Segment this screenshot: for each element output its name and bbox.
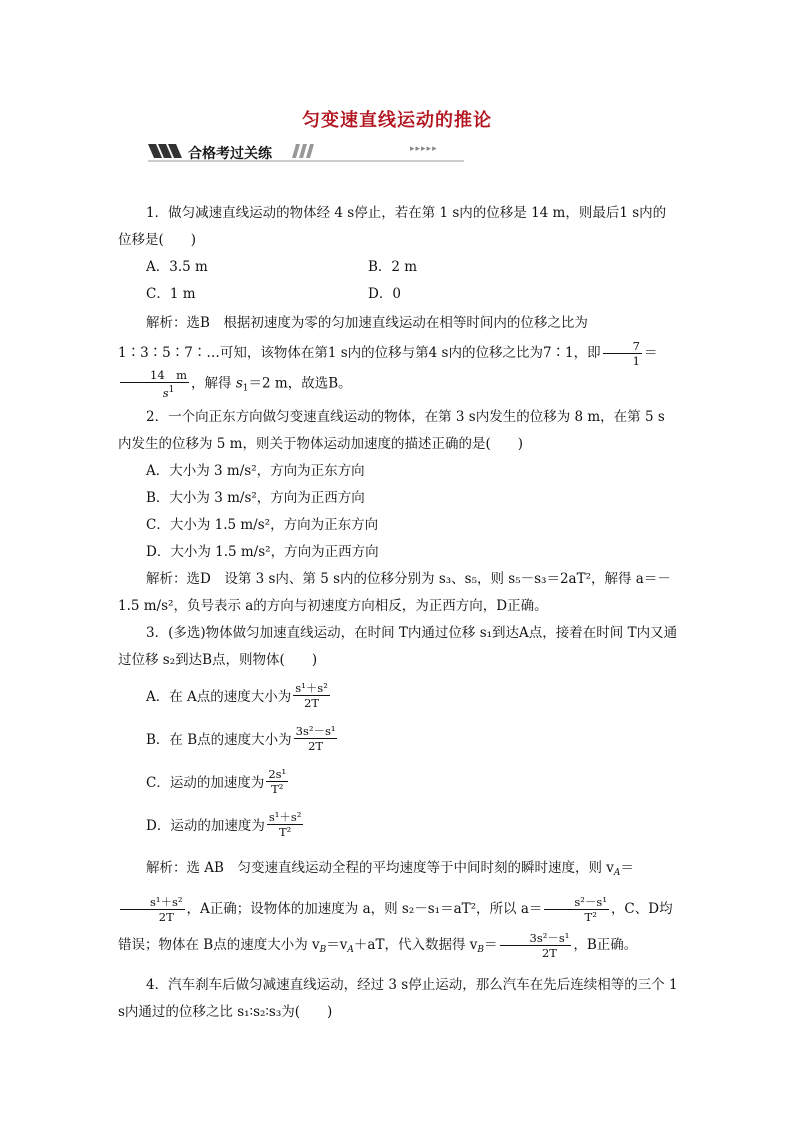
q4-stem: 4．汽车刹车后做匀减速直线运动，经过 3 s停止运动，那么汽车在先后连续相等的三个 1 s内通过的位移之比 s₁∶s₂∶s₃为( ) xyxy=(118,976,678,1020)
q2-option-c: C．大小为 1.5 m/s²，方向为正东方向 xyxy=(146,516,379,533)
q1-options-row1 xyxy=(118,254,678,281)
q2-stem: 2．一个向正东方向做匀变速直线运动的物体，在第 3 s内发生的位移为 8 m，在第 5 s内发生的位移为 5 m，则关于物体运动加速度的描述正确的是( ) xyxy=(118,408,665,452)
page-title: 匀变速直线运动的推论 xyxy=(302,110,492,131)
q1-option-a: A．3.5 m xyxy=(146,259,208,275)
q1-option-b: B．2 m xyxy=(368,259,418,275)
q3-option-b: B．在 B点的速度大小为 $\frac{\text{3s²－s¹}}{2T}$ xyxy=(146,723,336,753)
banner-label: 合格考过关练 xyxy=(188,146,272,162)
q1-option-d: D．0 xyxy=(368,286,401,302)
q2-option-d: D．大小为 1.5 m/s²，方向为正西方向 xyxy=(146,543,379,560)
document-body xyxy=(118,200,678,1026)
q3-option-a: A．在 A点的速度大小为 $\frac{\text{s¹＋s²}}{2T}$ xyxy=(146,680,328,710)
q1-analysis-text: 解析：选B 根据初速度为零的匀加速直线运动在相等时间内的位移之比为 1∶3∶5∶7∶…可知，该物体在第1 s内的位移与第4 s内的位移之比为7∶1，即 xyxy=(118,315,601,361)
q3-analysis: 解析：选 AB 匀变速直线运动全程的平均速度等于中间时刻的瞬时速度，则 $v_A=$ $\frac{\text{s¹＋s²}}{2T}$ ，A正确；设物体的加速度为 a，则 s₂－s₁＝aT²，所以 a＝ $\frac{\text{s²－s¹}}{\text{T²}}$ ，C、D均错误；物体在 B点的速度大小为 $v_B=v_A+aT$，代入数据得 $v_B=$ $\frac{\text{3s²－s¹}}{2T}$ ，B正确。 xyxy=(118,859,673,960)
q1-analysis-eq: ＝ xyxy=(643,345,658,361)
q1-analysis: 解析：选B 根据初速度为零的匀加速直线运动在相等时间内的位移之比为 1∶3∶5∶7∶…可知，该物体在第1 s内的位移与第4 s内的位移之比为7∶1，即 $\frac{7}{1}$ ＝ $\frac{14 m}{s^1}$ ，解得 $s_1=2$ m，故选B。 xyxy=(118,315,658,400)
q3-option-c: C．运动的加速度为 $\frac{\text{2s¹}}{\text{T²}}$ xyxy=(146,766,287,796)
q2-option-b: B．大小为 3 m/s²，方向为正西方向 xyxy=(146,489,365,506)
banner-arrows-icon: ▸▸▸▸▸ xyxy=(410,144,438,154)
section-banner xyxy=(148,140,464,164)
q1-frac-ratio: $\frac{7}{1}$ xyxy=(603,339,642,368)
q2-analysis: 解析：选D 设第 3 s内、第 5 s内的位移分别为 s₃、s₅，则 s₅－s₃＝2aT²，解得 a＝－1.5 m/s²，负号表示 a的方向与初速度方向相反，为正西方向，D正确。 xyxy=(118,570,671,614)
q2-option-a: A．大小为 3 m/s²，方向为正东方向 xyxy=(146,462,365,479)
q3-option-d: D．运动的加速度为 $\frac{\text{s¹＋s²}}{\text{T²}}$ xyxy=(146,809,302,839)
q3-stem: 3．(多选)物体做匀加速直线运动，在时间 T内通过位移 s₁到达A点，接着在时间 T内又通过位移 s₂到达B点，则物体( ) xyxy=(118,624,678,668)
q1-frac-displacement: $\frac{14 m}{s^1}$ xyxy=(120,368,189,400)
q1-analysis-text-b: ，解得 xyxy=(191,375,232,392)
q1-options-row2 xyxy=(118,281,678,308)
q1-analysis-text-c: ＝2 m，故选B。 xyxy=(248,375,352,392)
q1-option-c: C．1 m xyxy=(146,286,196,302)
q1-stem: 1．做匀减速直线运动的物体经 4 s停止，若在第 1 s内的位移是 14 m，则最后1 s内的位移是( ) xyxy=(118,205,667,248)
